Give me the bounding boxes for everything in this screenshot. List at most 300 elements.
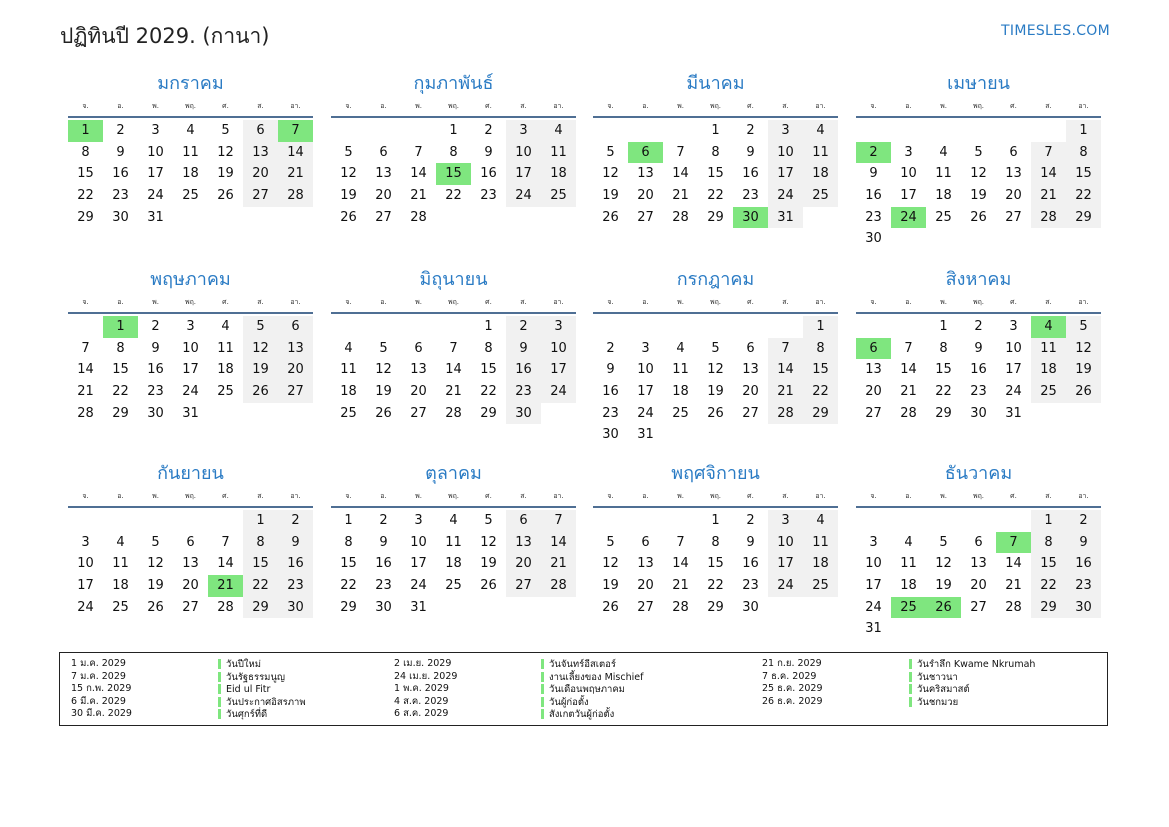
weekday-label: ส. <box>782 492 789 500</box>
day-cell: 1 <box>243 510 278 532</box>
day-cell: 10 <box>768 532 803 554</box>
empty-cell <box>401 120 436 142</box>
day-cell: 20 <box>410 384 427 400</box>
day-cell: 3 <box>506 120 541 142</box>
day-cell: 5 <box>711 340 720 356</box>
day-cell: 9 <box>278 532 313 554</box>
day-cell: 5 <box>1066 316 1101 338</box>
day-cell: 17 <box>768 163 803 185</box>
day-cell: 27 <box>182 599 199 615</box>
month-4 <box>856 72 1101 250</box>
day-cell: 3 <box>869 534 878 550</box>
day-cell: 14 <box>445 362 462 378</box>
day-grid <box>68 120 313 228</box>
day-cell: 24 <box>637 405 654 421</box>
day-cell: 25 <box>217 384 234 400</box>
day-cell: 5 <box>344 144 353 160</box>
holiday-date: 24 เม.ย. 2029 <box>394 670 458 682</box>
day-cell: 20 <box>243 163 278 185</box>
holiday-name: วันปีใหม่ <box>218 659 261 669</box>
day-cell: 21 <box>1031 185 1066 207</box>
day-cell: 14 <box>900 362 917 378</box>
day-cell: 27 <box>742 405 759 421</box>
weekday-label: ส. <box>1045 298 1052 306</box>
month-9 <box>68 462 313 618</box>
day-cell: 1 <box>711 123 720 138</box>
day-cell: 6 <box>186 534 195 550</box>
empty-cell <box>138 510 173 532</box>
day-cell: 20 <box>506 553 541 575</box>
day-cell: 8 <box>1031 532 1066 554</box>
holiday-name: วันรัฐธรรมนูญ <box>218 672 285 682</box>
weekday-label: จ. <box>345 298 352 306</box>
day-cell: 5 <box>606 534 615 550</box>
weekday-label: อา. <box>553 298 564 306</box>
day-cell: 3 <box>186 319 195 334</box>
day-cell: 5 <box>606 144 615 160</box>
day-cell: 20 <box>278 359 313 381</box>
weekday-label: อ. <box>117 102 124 110</box>
weekday-label: ศ. <box>1010 492 1017 500</box>
empty-cell <box>173 510 208 532</box>
day-cell: 12 <box>480 534 497 550</box>
day-cell: 24 <box>768 575 803 597</box>
day-cell: 5 <box>974 144 983 160</box>
day-cell: 9 <box>151 340 160 356</box>
day-cell: 30 <box>112 209 129 225</box>
empty-cell <box>891 316 926 338</box>
day-cell: 9 <box>974 340 983 356</box>
day-cell: 28 <box>410 209 427 225</box>
day-cell: 6 <box>278 316 313 338</box>
day-cell: 9 <box>1066 532 1101 554</box>
day-cell: 2 <box>606 340 615 356</box>
weekday-header <box>593 292 838 314</box>
day-cell: 18 <box>1031 359 1066 381</box>
day-grid <box>331 316 576 424</box>
day-cell: 11 <box>541 142 576 164</box>
holiday-date: 6 มี.ค. 2029 <box>71 695 126 707</box>
day-cell: 21 <box>1005 578 1022 594</box>
weekday-label: ส. <box>782 298 789 306</box>
day-grid <box>68 316 313 424</box>
empty-cell <box>856 316 891 338</box>
day-cell: 29 <box>480 405 497 421</box>
day-cell: 1 <box>939 319 948 334</box>
day-cell: 2 <box>116 123 125 138</box>
month-6 <box>331 268 576 424</box>
day-cell: 20 <box>742 384 759 400</box>
weekday-label: อ. <box>905 102 912 110</box>
day-cell: 4 <box>803 120 838 142</box>
day-cell: 14 <box>768 359 803 381</box>
day-cell: 29 <box>243 597 278 619</box>
weekday-header <box>593 486 838 508</box>
weekday-label: ศ. <box>747 298 754 306</box>
weekday-label: พฤ. <box>447 298 460 306</box>
day-cell: 18 <box>900 578 917 594</box>
day-cell: 31 <box>865 621 882 637</box>
day-cell: 20 <box>970 578 987 594</box>
month-name: มกราคม <box>157 73 224 94</box>
day-cell: 28 <box>278 185 313 207</box>
day-grid <box>856 316 1101 424</box>
day-cell: 22 <box>480 384 497 400</box>
day-cell: 29 <box>340 599 357 615</box>
day-cell: 14 <box>1005 556 1022 572</box>
day-cell: 23 <box>278 575 313 597</box>
day-grid <box>331 120 576 228</box>
weekday-label: อ. <box>642 102 649 110</box>
day-cell: 22 <box>1031 575 1066 597</box>
month-name: กันยายน <box>157 463 224 484</box>
day-cell: 7 <box>414 144 423 160</box>
day-cell: 27 <box>375 209 392 225</box>
day-cell: 12 <box>1066 338 1101 360</box>
weekday-label: พ. <box>940 102 947 110</box>
day-cell: 28 <box>672 599 689 615</box>
day-cell: 10 <box>182 340 199 356</box>
day-cell: 29 <box>803 403 838 425</box>
weekday-label: ส. <box>257 492 264 500</box>
empty-cell <box>856 120 891 142</box>
day-cell: 25 <box>112 599 129 615</box>
day-cell: 22 <box>243 575 278 597</box>
weekday-label: พฤ. <box>184 298 197 306</box>
day-cell: 20 <box>1005 188 1022 204</box>
day-cell: 28 <box>1005 599 1022 615</box>
day-cell: 16 <box>970 362 987 378</box>
day-cell: 23 <box>112 188 129 204</box>
day-cell: 3 <box>81 534 90 550</box>
day-cell: 30 <box>147 405 164 421</box>
day-cell: 12 <box>602 166 619 182</box>
weekday-label: จ. <box>607 492 614 500</box>
day-cell: 12 <box>935 556 952 572</box>
day-cell: 5 <box>379 340 388 356</box>
empty-cell <box>593 316 628 338</box>
day-cell: 17 <box>768 553 803 575</box>
month-2 <box>331 72 576 228</box>
weekday-label: พ. <box>940 298 947 306</box>
empty-cell <box>436 316 471 338</box>
month-7 <box>593 268 838 446</box>
empty-cell <box>663 510 698 532</box>
site-link[interactable]: TIMESLES.COM <box>1001 23 1110 39</box>
month-name: สิงหาคม <box>945 269 1012 290</box>
day-cell: 7 <box>904 340 913 356</box>
day-grid <box>856 120 1101 250</box>
day-cell: 4 <box>904 534 913 550</box>
day-cell: 15 <box>803 359 838 381</box>
day-cell: 26 <box>375 405 392 421</box>
weekday-label: พ. <box>677 492 684 500</box>
weekday-label: ส. <box>782 102 789 110</box>
holiday-name: วันคริสมาสต์ <box>909 684 970 694</box>
weekday-label: ศ. <box>485 102 492 110</box>
day-cell: 2 <box>974 319 983 334</box>
day-cell: 4 <box>676 340 685 356</box>
day-cell: 26 <box>217 188 234 204</box>
day-cell: 15 <box>1031 553 1066 575</box>
month-name: พฤศจิกายน <box>671 463 760 484</box>
empty-cell <box>593 510 628 532</box>
day-cell: 26 <box>707 405 724 421</box>
weekday-label: อ. <box>380 298 387 306</box>
weekday-label: ศ. <box>747 102 754 110</box>
day-cell: 8 <box>711 534 720 550</box>
day-cell: 7 <box>676 534 685 550</box>
day-cell: 3 <box>541 316 576 338</box>
day-cell: 11 <box>182 144 199 160</box>
weekday-label: พฤ. <box>184 492 197 500</box>
day-cell: 17 <box>865 578 882 594</box>
day-cell: 26 <box>1066 381 1101 403</box>
day-cell: 28 <box>672 209 689 225</box>
holiday-date: 7 ม.ค. 2029 <box>71 670 126 682</box>
empty-cell <box>628 510 663 532</box>
day-cell: 26 <box>480 578 497 594</box>
weekday-label: อา. <box>1078 102 1089 110</box>
day-cell: 30 <box>375 599 392 615</box>
day-cell: 13 <box>970 556 987 572</box>
day-cell: 26 <box>147 599 164 615</box>
empty-cell <box>698 316 733 338</box>
day-cell: 22 <box>935 384 952 400</box>
day-cell: 8 <box>711 144 720 160</box>
weekday-header <box>68 96 313 118</box>
weekday-label: จ. <box>82 102 89 110</box>
holiday-day: 6 <box>856 338 891 360</box>
day-cell: 19 <box>480 556 497 572</box>
weekday-label: อา. <box>290 298 301 306</box>
day-cell: 11 <box>217 340 234 356</box>
day-cell: 16 <box>112 166 129 182</box>
day-cell: 13 <box>1005 166 1022 182</box>
day-cell: 6 <box>641 534 650 550</box>
month-5 <box>68 268 313 424</box>
day-cell: 5 <box>939 534 948 550</box>
day-cell: 17 <box>900 188 917 204</box>
day-cell: 29 <box>707 209 724 225</box>
day-cell: 27 <box>1005 209 1022 225</box>
empty-cell <box>366 120 401 142</box>
day-cell: 16 <box>602 384 619 400</box>
day-cell: 17 <box>410 556 427 572</box>
day-cell: 8 <box>344 534 353 550</box>
day-cell: 25 <box>803 575 838 597</box>
day-cell: 18 <box>803 553 838 575</box>
day-cell: 12 <box>970 166 987 182</box>
day-cell: 31 <box>1005 405 1022 421</box>
day-cell: 19 <box>375 384 392 400</box>
weekday-label: ศ. <box>485 492 492 500</box>
day-cell: 10 <box>410 534 427 550</box>
day-cell: 11 <box>340 362 357 378</box>
day-cell: 13 <box>410 362 427 378</box>
empty-cell <box>68 316 103 338</box>
day-cell: 26 <box>602 209 619 225</box>
day-cell: 27 <box>243 185 278 207</box>
day-cell: 18 <box>182 166 199 182</box>
day-cell: 22 <box>803 381 838 403</box>
day-cell: 25 <box>672 405 689 421</box>
day-cell: 28 <box>900 405 917 421</box>
weekday-label: พฤ. <box>709 492 722 500</box>
weekday-label: อ. <box>117 298 124 306</box>
day-cell: 20 <box>375 188 392 204</box>
weekday-label: อ. <box>905 298 912 306</box>
weekday-label: ส. <box>520 102 527 110</box>
day-cell: 27 <box>637 599 654 615</box>
day-cell: 23 <box>602 405 619 421</box>
weekday-label: อ. <box>642 492 649 500</box>
day-cell: 12 <box>602 556 619 572</box>
day-cell: 29 <box>1066 207 1101 229</box>
weekday-label: อา. <box>553 492 564 500</box>
holiday-date: 6 ส.ค. 2029 <box>394 708 449 720</box>
day-cell: 11 <box>112 556 129 572</box>
day-cell: 3 <box>768 120 803 142</box>
day-cell: 11 <box>803 532 838 554</box>
holiday-day: 25 <box>891 597 926 619</box>
day-cell: 8 <box>243 532 278 554</box>
holiday-name: วันผู้ก่อตั้ง <box>541 697 589 707</box>
empty-cell <box>366 316 401 338</box>
holiday-date: 1 ม.ค. 2029 <box>71 658 126 669</box>
day-cell: 5 <box>243 316 278 338</box>
weekday-label: พฤ. <box>972 298 985 306</box>
day-cell: 6 <box>1009 144 1018 160</box>
day-cell: 4 <box>116 534 125 550</box>
holiday-name: วันประกาศอิสรภาพ <box>218 697 306 707</box>
day-cell: 23 <box>970 384 987 400</box>
empty-cell <box>208 510 243 532</box>
day-cell: 2 <box>484 123 493 138</box>
holiday-day: 26 <box>926 597 961 619</box>
day-cell: 15 <box>707 166 724 182</box>
day-cell: 26 <box>243 381 278 403</box>
day-cell: 22 <box>77 188 94 204</box>
day-cell: 23 <box>742 188 759 204</box>
weekday-label: พ. <box>415 492 422 500</box>
day-cell: 29 <box>935 405 952 421</box>
day-cell: 20 <box>182 578 199 594</box>
day-cell: 14 <box>541 532 576 554</box>
empty-cell <box>1031 120 1066 142</box>
day-cell: 30 <box>742 599 759 615</box>
day-cell: 15 <box>1066 163 1101 185</box>
day-cell: 28 <box>541 575 576 597</box>
day-cell: 12 <box>375 362 392 378</box>
weekday-label: อ. <box>905 492 912 500</box>
day-cell: 22 <box>112 384 129 400</box>
day-cell: 8 <box>803 338 838 360</box>
day-cell: 4 <box>221 319 230 334</box>
day-cell: 12 <box>217 144 234 160</box>
empty-cell <box>103 510 138 532</box>
weekday-label: อา. <box>290 102 301 110</box>
day-cell: 14 <box>217 556 234 572</box>
holiday-legend <box>59 652 1108 726</box>
day-cell: 19 <box>707 384 724 400</box>
empty-cell <box>926 120 961 142</box>
weekday-label: อา. <box>815 298 826 306</box>
day-cell: 13 <box>637 166 654 182</box>
month-name: ธันวาคม <box>944 463 1013 484</box>
day-cell: 28 <box>768 403 803 425</box>
day-cell: 17 <box>506 163 541 185</box>
day-cell: 15 <box>77 166 94 182</box>
day-cell: 1 <box>344 513 353 528</box>
holiday-day: 21 <box>208 575 243 597</box>
day-cell: 22 <box>445 188 462 204</box>
weekday-label: อ. <box>380 492 387 500</box>
day-cell: 24 <box>182 384 199 400</box>
holiday-name: วันเดือนพฤษภาคม <box>541 684 625 694</box>
empty-cell <box>401 316 436 338</box>
day-cell: 24 <box>865 599 882 615</box>
day-cell: 15 <box>707 556 724 572</box>
holiday-name: งานเลี้ยงของ Mischief <box>541 672 643 682</box>
day-cell: 11 <box>803 142 838 164</box>
day-cell: 5 <box>151 534 160 550</box>
holiday-name: วันศุกร์ที่ดี <box>218 709 267 719</box>
weekday-header <box>856 292 1101 314</box>
day-cell: 25 <box>803 185 838 207</box>
day-cell: 16 <box>742 166 759 182</box>
day-cell: 20 <box>865 384 882 400</box>
day-grid <box>331 510 576 618</box>
day-cell: 7 <box>221 534 230 550</box>
day-cell: 21 <box>768 381 803 403</box>
day-cell: 16 <box>375 556 392 572</box>
day-cell: 17 <box>182 362 199 378</box>
day-cell: 7 <box>1031 142 1066 164</box>
day-cell: 16 <box>147 362 164 378</box>
holiday-day: 7 <box>278 120 313 142</box>
holiday-day: 2 <box>856 142 891 164</box>
weekday-label: พ. <box>415 298 422 306</box>
day-cell: 22 <box>1066 185 1101 207</box>
day-cell: 15 <box>935 362 952 378</box>
weekday-label: อา. <box>290 492 301 500</box>
day-cell: 24 <box>77 599 94 615</box>
empty-cell <box>996 120 1031 142</box>
weekday-label: ส. <box>1045 492 1052 500</box>
day-cell: 19 <box>602 578 619 594</box>
month-10 <box>331 462 576 618</box>
day-cell: 23 <box>1066 575 1101 597</box>
day-cell: 22 <box>340 578 357 594</box>
day-cell: 5 <box>484 513 493 528</box>
day-cell: 11 <box>935 166 952 182</box>
holiday-name: วันชาวนา <box>909 672 958 682</box>
page-title: ปฏิทินปี 2029. (กานา) <box>60 24 270 48</box>
day-cell: 13 <box>506 532 541 554</box>
weekday-label: อา. <box>1078 298 1089 306</box>
day-cell: 12 <box>340 166 357 182</box>
day-cell: 27 <box>970 599 987 615</box>
day-cell: 15 <box>480 362 497 378</box>
weekday-label: พฤ. <box>709 102 722 110</box>
day-cell: 10 <box>77 556 94 572</box>
day-cell: 2 <box>278 510 313 532</box>
weekday-label: จ. <box>870 298 877 306</box>
weekday-label: พฤ. <box>447 102 460 110</box>
day-cell: 2 <box>151 319 160 334</box>
day-cell: 15 <box>112 362 129 378</box>
